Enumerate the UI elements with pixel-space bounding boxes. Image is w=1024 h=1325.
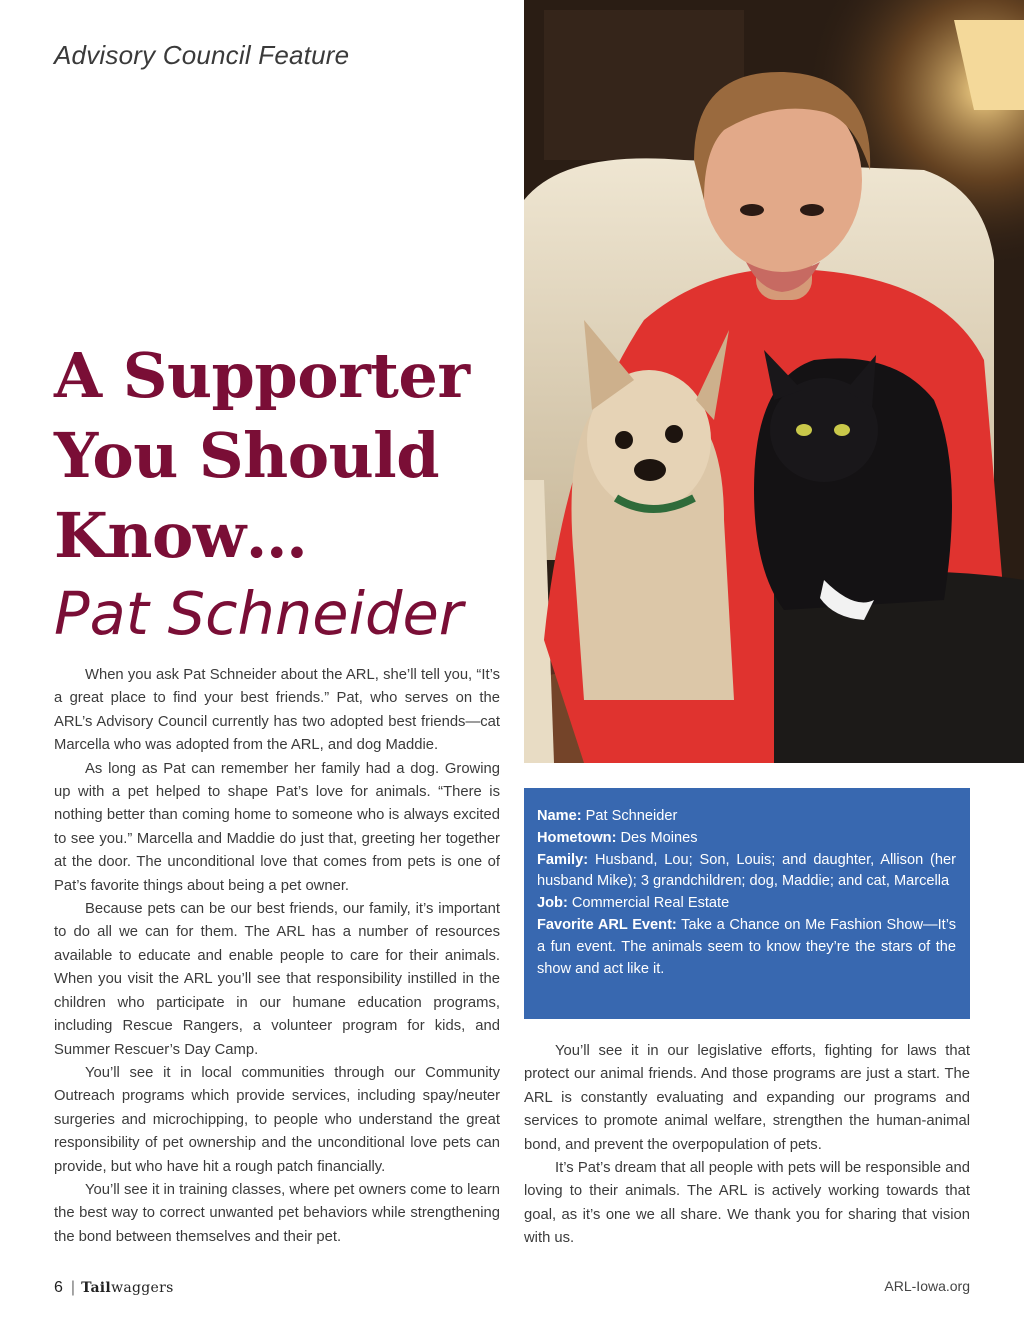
article-paragraph: Because pets can be our best friends, our family, it’s important to do all we can for them. The ARL has a number of resources available to educate and enable people to care for their animals. When you visit the ARL you’ll see that responsibility instilled in the children who participate in our humane education programs, including Rescue Rangers, a volunteer program for kids, and Summer Rescuer’s Day Camp. bbox=[54, 901, 500, 1058]
profile-box bbox=[524, 788, 970, 1019]
profile-name-row bbox=[537, 806, 956, 828]
profile-event-value: Take a Chance on Me Fashion Show—It’s a fun event. The animals seem to know they’re the stars of the show and act like it. bbox=[537, 916, 957, 977]
profile-job-value: Commercial Real Estate bbox=[571, 895, 730, 912]
profile-family-row bbox=[537, 850, 956, 894]
profile-job-label: Job: bbox=[537, 895, 568, 912]
publication-name-bold: Tail bbox=[81, 1280, 112, 1296]
profile-family-value: Husband, Lou; Son, Louis; and daughter, Allison (her husband Mike); 3 grandchildren; dog, Maddie; and cat, Marcella bbox=[537, 851, 956, 890]
page-footer-left bbox=[54, 1279, 174, 1297]
footer-separator: | bbox=[70, 1279, 76, 1296]
article-column-right bbox=[524, 1040, 970, 1251]
publication-name-light: waggers bbox=[111, 1280, 174, 1296]
profile-event-label: Favorite ARL Event: bbox=[537, 916, 677, 933]
feature-label: Advisory Council Feature bbox=[54, 40, 350, 70]
article-paragraph: When you ask Pat Schneider about the ARL, she’ll tell you, “It’s a great place to find your best friends.” Pat, who serves on the ARL’s Advisory Council currently has two adopted best friends—cat Marcella who was adopted from the ARL, and dog Maddie. bbox=[54, 667, 500, 754]
website-url: ARL-Iowa.org bbox=[884, 1278, 970, 1294]
article-column-left bbox=[54, 664, 500, 1249]
profile-name-value: Pat Schneider bbox=[585, 808, 678, 824]
headline-line-2: You Should bbox=[54, 419, 440, 492]
article-paragraph: It’s Pat’s dream that all people with pets will be responsible and loving to their animals. The ARL is actively working towards that goal, as it’s one we all share. We thank you for sharing that vision with us. bbox=[524, 1160, 970, 1247]
headline-line-3: Know… bbox=[54, 499, 308, 572]
profile-hometown-value: Des Moines bbox=[620, 829, 698, 846]
profile-family-label: Family: bbox=[537, 851, 589, 868]
article-paragraph: You’ll see it in local communities through our Community Outreach programs which provide services, including spay/neuter surgeries and microchipping, to people who understand the great responsibility of pet ownership and the unconditional love pets can provide, but who have hit a rough patch financially. bbox=[54, 1064, 500, 1175]
page-number: 6 bbox=[54, 1279, 63, 1296]
article-paragraph: As long as Pat can remember her family had a dog. Growing up with a pet helped to shape Pat’s love for animals. “There is nothing better than coming home to someone who is always excited to see you.” Marcella and Maddie do just that, greeting her together at the door. The unconditional love that comes from pets is one of Pat’s favorite things about being a pet owner. bbox=[54, 760, 500, 894]
profile-event-row bbox=[537, 915, 956, 980]
publication-name bbox=[81, 1280, 174, 1296]
article-paragraph: You’ll see it in our legislative efforts, fighting for laws that protect our animal friends. And those programs are just a start. The ARL is constantly evaluating and expanding our programs and services to promote animal welfare, strengthen the human-animal bond, and prevent the overpopulation of pets. bbox=[524, 1043, 970, 1153]
headline-name: Pat Schneider bbox=[54, 579, 463, 648]
profile-job-row bbox=[537, 893, 956, 915]
profile-hometown-label: Hometown: bbox=[537, 829, 617, 846]
headline-line-1: A Supporter bbox=[54, 339, 470, 412]
profile-hometown-row bbox=[537, 828, 956, 850]
profile-name-label: Name: bbox=[537, 808, 582, 824]
article-paragraph: You’ll see it in training classes, where pet owners come to learn the best way to correct unwanted pet behaviors while strengthening the bond between themselves and their pet. bbox=[54, 1181, 500, 1245]
headline bbox=[54, 336, 524, 576]
portrait-photo bbox=[524, 0, 1024, 763]
